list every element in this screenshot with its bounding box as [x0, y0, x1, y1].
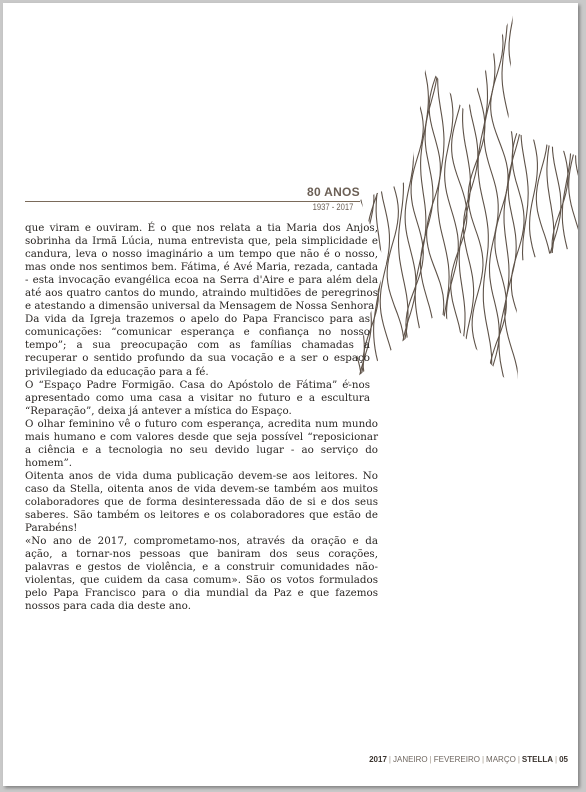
badge-title: 80 ANOS	[306, 185, 360, 199]
wave-line	[380, 12, 394, 392]
paragraph-readers: Oitenta anos de vida duma publicação devem-se aos leitores. No caso da Stella, oitenta anos de vida devem-se também aos muitos colaboradores que de forma desinteressada dão de si e dos seus saberes. São também os leitores e os colaboradores que estão de Parabéns!	[25, 469, 378, 535]
wave-line	[499, 12, 513, 392]
wave-line	[442, 12, 458, 392]
wave-line	[415, 12, 428, 392]
wave-line	[531, 12, 551, 392]
footer-month-1: JANEIRO	[392, 755, 428, 764]
wave-line	[406, 12, 423, 392]
wave-line	[421, 12, 438, 392]
footer-month-3: MARÇO	[486, 755, 516, 764]
badge-years: 1937 - 2017	[313, 202, 354, 212]
wavy-star-illustration	[348, 12, 578, 392]
paragraph-intro: que viram e ouviram. É o que nos relata a tia Maria dos Anjos, sobrinha da Irmã Lúcia, numa entrevista que, pela simplicidade e candura, leva o nosso imaginário a um tempo que não é o nosso, mas onde nos sentimos bem. Fátima, é Avé Maria, rezada, cantada - esta invocação evangélica ecoa na Serra d'Aire e para além dela até aos quatro cantos do mundo, atraindo multidões de peregrinos e atestando a dimensão universal da Mensagem de Nossa Senhora	[25, 222, 378, 313]
page-footer: 2017 | JANEIRO | FEVEREIRO | MARÇO | STELLA | 05	[369, 755, 568, 764]
wave-line	[552, 12, 572, 392]
footer-year: 2017	[369, 755, 387, 764]
magazine-page	[3, 3, 578, 786]
wave-line	[547, 12, 563, 392]
footer-magazine: STELLA	[521, 755, 554, 764]
anniversary-badge	[296, 186, 371, 214]
wave-line	[478, 12, 492, 392]
paragraph-feminine: O olhar feminino vê o futuro com esperança, acredita num mundo mais humano e com valores desde que seja possível “reposicionar a ciência e a tecnologia no seu devido lugar - ao serviço do homem”.	[25, 417, 378, 469]
wave-line	[569, 12, 578, 392]
wave-line	[468, 12, 488, 392]
wave-line	[385, 12, 404, 392]
footer-month-2: FEVEREIRO	[433, 755, 480, 764]
paragraph-church: Da vida da Igreja trazemos o apelo do Papa Francisco para as comunicações: “comunicar esperança e confiança no nosso tempo”; a sua preocupação com as famílias chamadas a recuperar o sentido profundo da sua vocação e a ser o espaço privilegiado da educação para a fé.	[25, 313, 370, 378]
paragraph-formigao: O “Espaço Padre Formigão. Casa do Apóstolo de Fátima” é-nos apresentado como uma casa a visitar no futuro e a escultura “Reparação”, deixa já antever a mística do Espaço.	[25, 378, 370, 417]
wave-line	[484, 12, 499, 392]
wave-line	[511, 12, 529, 392]
wave-line	[574, 12, 578, 392]
editorial-text	[25, 222, 378, 613]
footer-page-number: 05	[559, 755, 568, 764]
wave-line	[427, 12, 446, 392]
wave-line	[542, 12, 554, 392]
paragraph-peace: «No ano de 2017, comprometamo-nos, através da oração e da ação, a tornar-nos pessoas que baniram dos seus corações, palavras e gestos de violência, e a construir comunidades não-violentas, que cuidem da casa comum». São os votos formulados pelo Papa Francisco para o dia mundial da Paz e que fazemos nossos para cada dia deste ano.	[25, 535, 378, 613]
wave-line	[562, 12, 576, 392]
wave-line	[438, 12, 449, 392]
wave-line	[505, 12, 522, 392]
